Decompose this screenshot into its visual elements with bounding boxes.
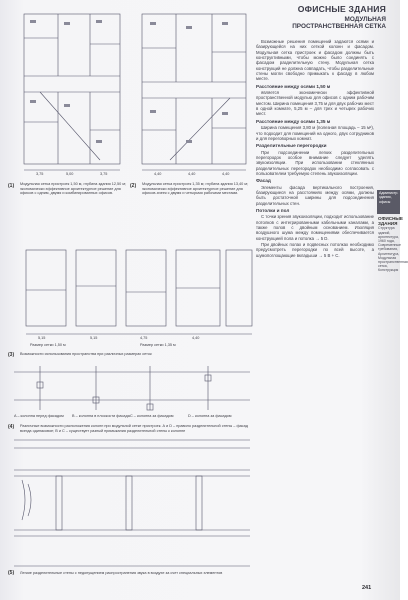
intro-paragraph: Возможные решения помещений задаются осями и базирующейся на них сеткой колонн и фасадом. Модульная сетка пристроек и фасадом должны быть конструктивными, чтобы можно было соединять с фасадом разделительную стену. Модульная сетка конструкций не должна совпадать, чтобы разделительные стены могли свободно примыкать к фасаду в любом месте.: [256, 39, 374, 82]
figure-number-4: (4): [8, 424, 15, 430]
col-label-a: A – колонна перед фасадом: [14, 414, 64, 418]
room-grid-options: [26, 250, 252, 334]
col-label-c: C – колонна за фасадом: [130, 414, 174, 418]
dim-b: 5,00: [66, 172, 74, 176]
figure-number-3: (3): [8, 352, 15, 358]
col-label-d: D – колонна за фасадом: [188, 414, 232, 418]
caption-2: Модульная сетка пристроек 1,35 м; глубина здания 13,40 м; экономически эффективное архитектурное решение для офисов-ячеек с двумя и четырьмя рабочими местами.: [142, 182, 249, 196]
subtitle-line-2: ПРОСТРАНСТВЕННАЯ СЕТКА: [292, 23, 386, 30]
col-label-b: B – колонна в плоскости фасада: [72, 414, 130, 418]
dim-d: 4,40: [154, 172, 162, 176]
page-number: 241: [362, 585, 372, 591]
grid-label-135: Размер сетки 1,35 м: [140, 343, 176, 347]
figure-number-5: (5): [8, 570, 15, 576]
chapter-sidebar: [378, 216, 408, 273]
dim-h: 5,15: [90, 336, 98, 340]
heading-150: Расстояние между осями 1,50 м: [256, 83, 331, 89]
figure-number-2: (2): [130, 183, 137, 189]
caption-5: Легкие разделительные стены с недопущением распространения звука в воздухе за счет специальных элементов: [20, 571, 223, 575]
floor-plan-1: [24, 14, 120, 164]
caption-1: Модульная сетка пристроек 1,50 м, глубина здания 12,50 м; экономически эффективное архитектурное решение для офисов с одним, двумя и комбинированных офисов.: [20, 182, 127, 196]
chapter-tab[interactable]: Администр. здания, офисы: [377, 190, 400, 214]
heading-ceilings: Потолки и пол: [256, 207, 290, 213]
section-title: ОФИСНЫЕ ЗДАНИЯ: [297, 4, 386, 14]
dim-e: 4,40: [188, 172, 196, 176]
grid-label-150: Размер сетки 1,50 м: [30, 343, 66, 347]
column-positions: [14, 366, 250, 448]
dim-f: 4,40: [222, 172, 230, 176]
page-header: [292, 4, 386, 30]
sidebar-title: ОФИСНЫЕ ЗДАНИЯ: [378, 216, 403, 227]
sidebar-items: Структура зданий, архитектура, 1960 года, Современные требования, Архитектура, Модульная пространственная сетка, Конструкция: [378, 226, 408, 273]
dim-c: 3,75: [100, 172, 108, 176]
heading-facade: Фасад: [256, 178, 271, 184]
dim-i: 4,75: [140, 336, 148, 340]
paragraph-facade: Элементы фасада вертикального построения, базирующиеся на расстояниях между осями, должны быть достаточной ширины для подсоединения разделительных стен.: [256, 184, 374, 206]
dim-j: 4,40: [192, 336, 200, 340]
paragraph-ceilings: С точки зрения звукоизоляции, подходит использование потолков с интегрированными кабельными каналами, а также полов с двойным основанием. Изоляция воздушного шума между помещениями обеспечивается конструкцией пола и потолка → 5 D.: [256, 214, 374, 241]
floor-plan-1b: [142, 14, 246, 164]
dim-g: 5,15: [38, 336, 46, 340]
heading-partitions: Разделительные перегородки: [256, 143, 327, 149]
paragraph-135: Ширина помещения 3,80 м (полезная площадь – 15 м²), что подходит для помещений на одного, двух сотрудников и для переговорных комнат.: [256, 125, 374, 141]
dim-a: 3,75: [36, 172, 44, 176]
subtitle-line-1: МОДУЛЬНАЯ: [344, 16, 386, 23]
partition-sections: [14, 470, 250, 566]
paragraph-end: При двойных полах и подвесных потолках необходимо предусмотреть перегородки по всей высоте, а шумопоглощающие вкладыши → 5 B + C.: [256, 242, 374, 258]
figure-number-1: (1): [8, 183, 15, 189]
paragraph-150: является экономически эффективной пространственной модулью для офисов с одним рабочим местом. Ширина помещения 3,75 м для двух рабочих мест в одной комнате, 5,25 м – для трех и четырех рабочих мест.: [256, 90, 374, 117]
caption-3: Возможности использования пространства при различных размерах сеток: [20, 352, 152, 356]
paragraph-partitions: При подсоединении легких разделительных перегородок особое внимание следует уделять звукоизоляции. При использовании стеклянных разделительных перегородок необходимо согласовать с пользователем требуемую степень звукоизоляции.: [256, 149, 374, 176]
heading-135: Расстояние между осями 1,35 м: [256, 118, 331, 124]
main-text: [256, 39, 374, 259]
caption-4: Различные возможности расположения колонн при модульной сетке пристроек. А и D – правило разделительной стены – фасад всегда одинаковое; B и C – существует разный примыкания разделительной стены к колонне: [20, 424, 248, 433]
